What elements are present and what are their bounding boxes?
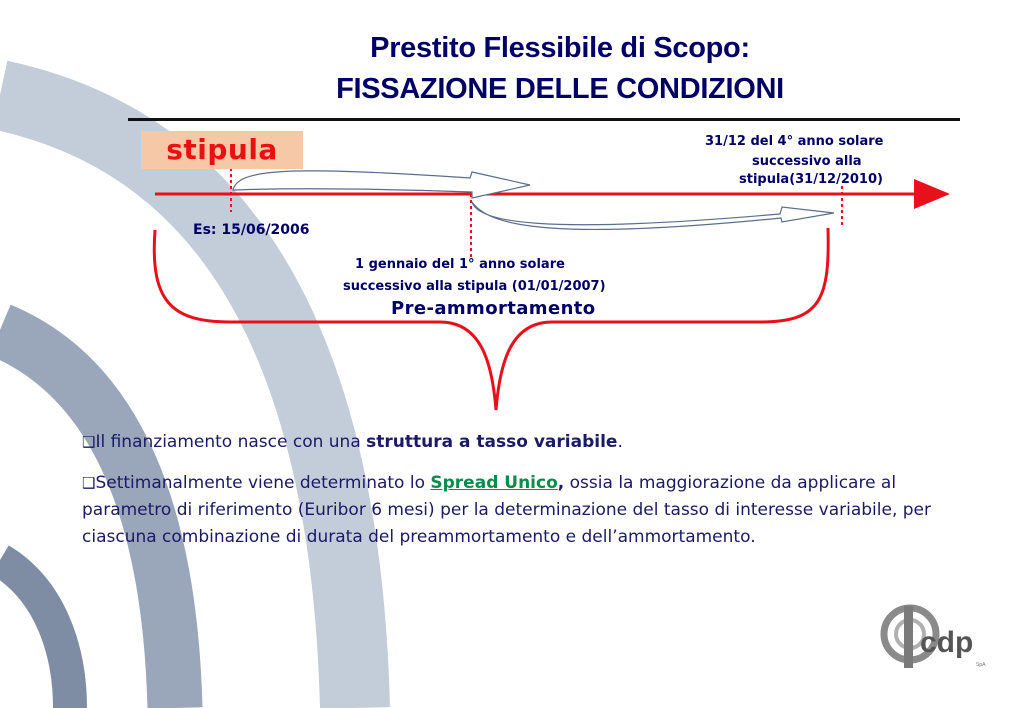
page-title-line2: FISSAZIONE DELLE CONDIZIONI [336,73,784,105]
pre-ammortamento-brace [154,228,828,410]
pre-ammortamento-label: Pre-ammortamento [391,298,596,319]
bullet-paragraph-1 [82,429,942,456]
bullet2-text-start: Settimanalmente viene determinato lo [95,473,431,493]
end-label-line2: successivo alla [752,154,862,169]
first-year-label-line2: successivo alla stipula (01/01/2007) [343,279,606,294]
start-date-example: Es: 15/06/2006 [193,222,310,238]
curved-arrow-2 [472,202,834,229]
bullet2-text-end: ossia la maggiorazione da applicare al parametro di riferimento (Euribor 6 mesi) per la determinazione del tasso di interesse variabile, per ciascuna combinazione di durata del preammortamento e dell’ammortamento. [82,473,932,547]
stipula-label: stipula [141,131,303,169]
checkbox-bullet-icon: ❑ [82,433,96,451]
bullet2-comma: , [557,473,565,493]
first-year-label-line1: 1 gennaio del 1° anno solare [355,257,565,272]
cdp-logo [876,600,996,680]
end-label-line1: 31/12 del 4° anno solare [705,134,884,149]
spread-unico-link[interactable]: Spread Unico [430,473,558,493]
bullet1-bold: struttura a tasso variabile [366,432,618,452]
logo-suffix: SpA [976,662,986,668]
bullet1-end: . [617,432,623,452]
logo-text: cdp [920,626,974,659]
bullet-paragraph-2 [82,470,942,551]
page-title-line1: Prestito Flessibile di Scopo: [370,32,750,64]
checkbox-bullet-icon: ❑ [82,474,96,492]
bullet1-text: Il finanziamento nasce con una [95,432,367,452]
end-label-line3: stipula(31/12/2010) [739,172,883,187]
